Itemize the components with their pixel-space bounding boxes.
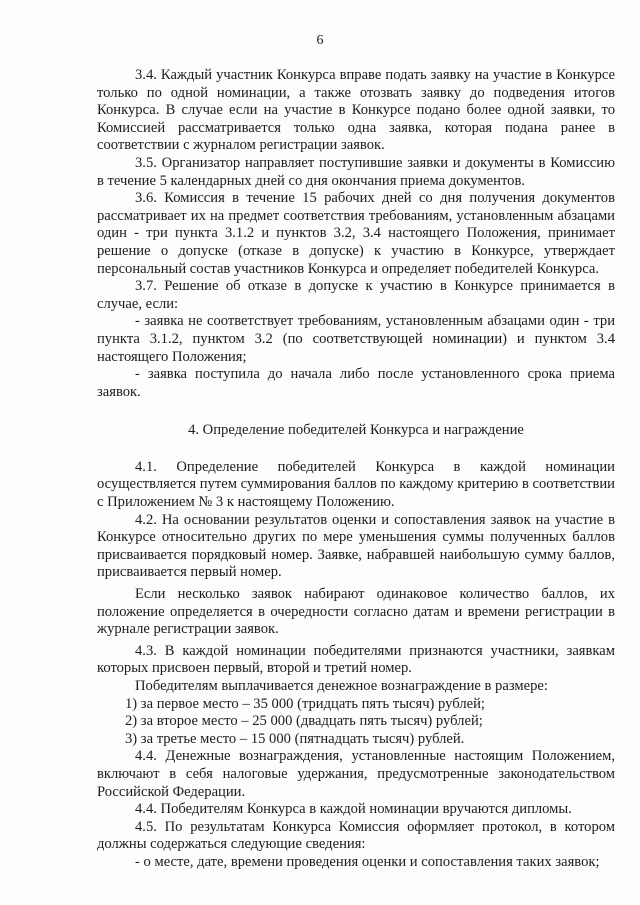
paragraph-4-4-diplomas: 4.4. Победителям Конкурса в каждой номинации вручаются дипломы. <box>135 801 572 818</box>
section-heading: 4. Определение победителей Конкурса и награждение <box>188 422 524 439</box>
paragraph-4-4-taxes: 4.4. Денежные вознаграждения, установленные настоящим Положением, включают в себя налоговые удержания, предусмотренные законодательством Российской Федерации. <box>97 748 615 800</box>
paragraph-4-5: 4.5. По результатам Конкурса Комиссия оформляет протокол, в котором должны содержаться следующие сведения: <box>97 818 615 853</box>
paragraph-3-5: 3.5. Организатор направляет поступившие заявки и документы в Комиссию в течение 5 календарных дней со дня окончания приема документов. <box>97 154 615 189</box>
list-item-prize-2: 2) за второе место – 25 000 (двадцать пять тысяч) рублей; <box>125 713 483 730</box>
paragraph-3-7: 3.7. Решение об отказе в допуске к участию в Конкурсе принимается в случае, если: <box>97 278 615 312</box>
document-body <box>97 67 615 872</box>
list-item-refusal-1: - заявка не соответствует требованиям, установленным абзацами один - три пункта 3.1.2, пунктом 3.2 (по соответствующей номинации) и пунктом 3.4 настоящего Положения; <box>97 313 615 365</box>
paragraph-4-1: 4.1. Определение победителей Конкурса в каждой номинации осуществляется путем суммирования баллов по каждому критерию в соответствии с Приложением № 3 к настоящему Положению. <box>97 458 615 511</box>
list-item-refusal-2: - заявка поступила до начала либо после установленного срока приема заявок. <box>97 366 615 400</box>
list-item-prize-3: 3) за третье место – 15 000 (пятнадцать тысяч) рублей. <box>125 730 465 747</box>
paragraph-reward-intro: Победителям выплачивается денежное вознаграждение в размере: <box>135 678 548 694</box>
list-item-protocol-1: - о месте, дате, времени проведения оценки и сопоставления таких заявок; <box>135 853 600 870</box>
paragraph-4-2: 4.2. На основании результатов оценки и сопоставления заявок на участие в Конкурсе относительно других по мере уменьшения суммы полученных баллов присваивается порядковый номер. Заявке, набравшей наибольшую сумму баллов, присваивается первый номер. <box>97 511 615 581</box>
list-item-prize-1: 1) за первое место – 35 000 (тридцать пять тысяч) рублей; <box>125 695 485 712</box>
paragraph-equal-scores: Если несколько заявок набирают одинаковое количество баллов, их положение определяется в очередности согласно датам и времени регистрации в журнале регистрации заявок. <box>97 586 615 638</box>
paragraph-4-3: 4.3. В каждой номинации победителями признаются участники, заявкам которых присвоен первый, второй и третий номер. <box>97 642 615 677</box>
page-number: 6 <box>316 33 324 48</box>
paragraph-3-4: 3.4. Каждый участник Конкурса вправе подать заявку на участие в Конкурсе только по одной номинации, а также отозвать заявку до подведения итогов Конкурса. В случае если на участие в Конкурсе подано более одной заявки, то Комиссией рассматривается только одна заявка, которая подана ранее в соответствии с журналом регистрации заявок. <box>97 67 615 154</box>
paragraph-3-6: 3.6. Комиссия в течение 15 рабочих дней со дня получения документов рассматривает их на предмет соответствия требованиям, установленным абзацами один - три пункта 3.1.2 и пунктов 3.2, 3.4 настоящего Положения, принимает решение о допуске (отказе в допуске) к участию в Конкурсе, утверждает персональный состав участников Конкурса и определяет победителей Конкурса. <box>97 190 615 277</box>
